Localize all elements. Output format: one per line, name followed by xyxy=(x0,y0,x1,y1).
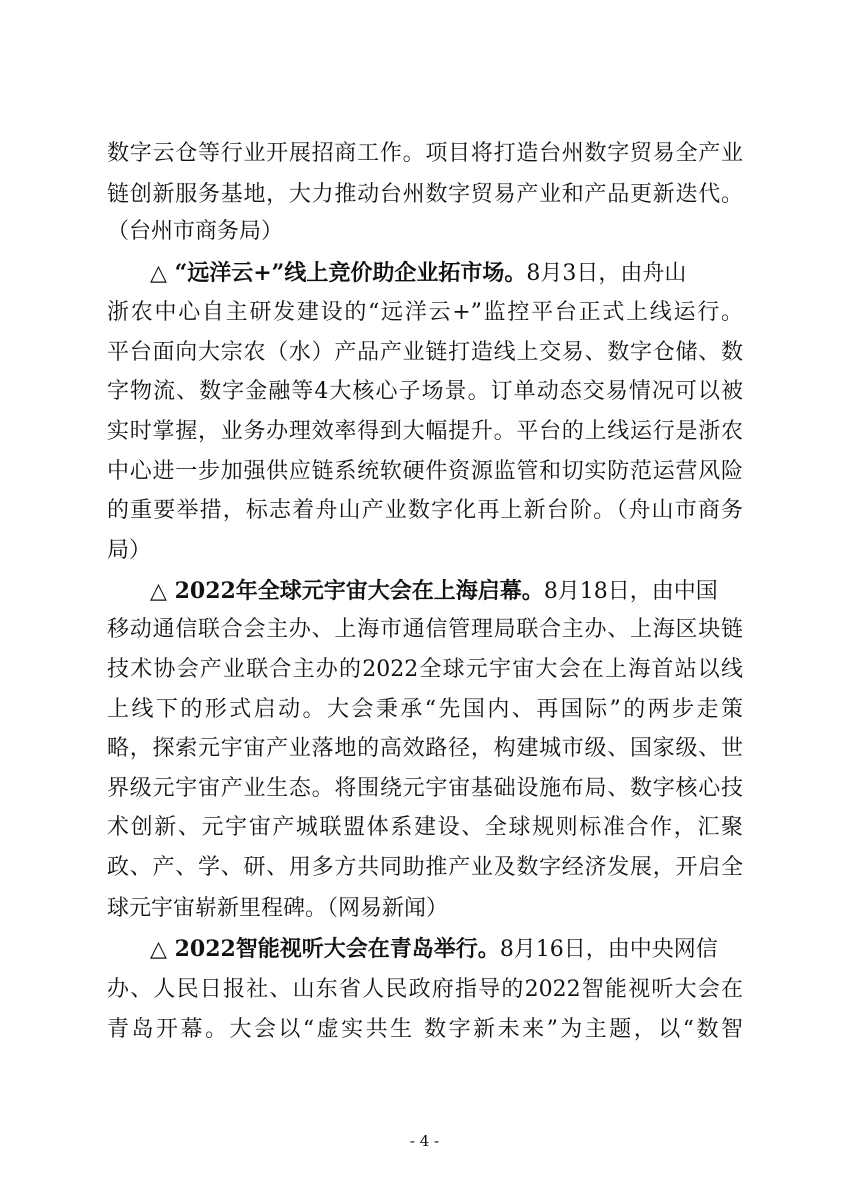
page-number: - 4 - xyxy=(409,1132,440,1150)
paragraph-headline: △ 2022智能视听大会在青岛举行。 xyxy=(150,936,500,962)
body-text: 8月16日，由中央网信 xyxy=(499,937,718,962)
body-line: 平台面向大宗农（水）产品产业链打造线上交易、数字仓储、数 xyxy=(107,340,743,365)
body-line: 字物流、数字金融等4大核心子场景。订单动态交易情况可以被 xyxy=(107,379,743,404)
body-line: 中心进一步加强供应链系统软硬件资源监管和切实防范运营风险 xyxy=(107,459,743,484)
body-line: 办、人民日报社、山东省人民政府指导的2022智能视听大会在 xyxy=(107,977,743,1002)
body-line: 数字云仓等行业开展招商工作。项目将打造台州数字贸易全产业 xyxy=(107,141,743,166)
paragraph-headline: △ “远洋云+”线上竞价助企业拓市场。 xyxy=(150,260,527,286)
body-line: （台州市商务局） xyxy=(107,219,284,244)
body-line: 界级元宇宙产业生态。将围绕元宇宙基础设施布局、数字核心技 xyxy=(107,776,743,801)
body-line: 局） xyxy=(107,538,152,563)
paragraph-headline: △ 2022年全球元宇宙大会在上海启幕。 xyxy=(150,578,544,604)
paragraph-headline-line xyxy=(150,933,718,966)
body-text: 8月18日，由中国 xyxy=(543,579,718,604)
body-line: 青岛开幕。大会以“虚实共生 数字新未来”为主题，以“数智 xyxy=(107,1017,743,1042)
body-line: 技术协会产业联合主办的2022全球元宇宙大会在上海首站以线 xyxy=(107,657,743,682)
body-line: 实时掌握，业务办理效率得到大幅提升。平台的上线运行是浙农 xyxy=(107,419,743,444)
body-text: 8月3日，由舟山 xyxy=(526,261,687,286)
body-line: 链创新服务基地，大力推动台州数字贸易产业和产品更新迭代。 xyxy=(107,182,743,207)
body-line: 术创新、元宇宙产城联盟体系建设、全球规则标准合作，汇聚 xyxy=(107,815,743,840)
body-line: 移动通信联合会主办、上海市通信管理局联合主办、上海区块链 xyxy=(107,617,743,642)
body-line: 上线下的形式启动。大会秉承“先国内、再国际”的两步走策 xyxy=(107,697,743,722)
body-line: 球元宇宙崭新里程碑。（网易新闻） xyxy=(107,896,449,921)
paragraph-headline-line xyxy=(150,575,718,608)
body-line: 的重要举措，标志着舟山产业数字化再上新台阶。（舟山市商务 xyxy=(107,498,743,523)
body-line: 政、产、学、研、用多方共同助推产业及数字经济发展，开启全 xyxy=(107,855,743,880)
paragraph-headline-line xyxy=(150,257,686,290)
body-line: 略，探索元宇宙产业落地的高效路径，构建城市级、国家级、世 xyxy=(107,736,743,761)
body-line: 浙农中心自主研发建设的“远洋云+”监控平台正式上线运行。 xyxy=(107,300,743,325)
